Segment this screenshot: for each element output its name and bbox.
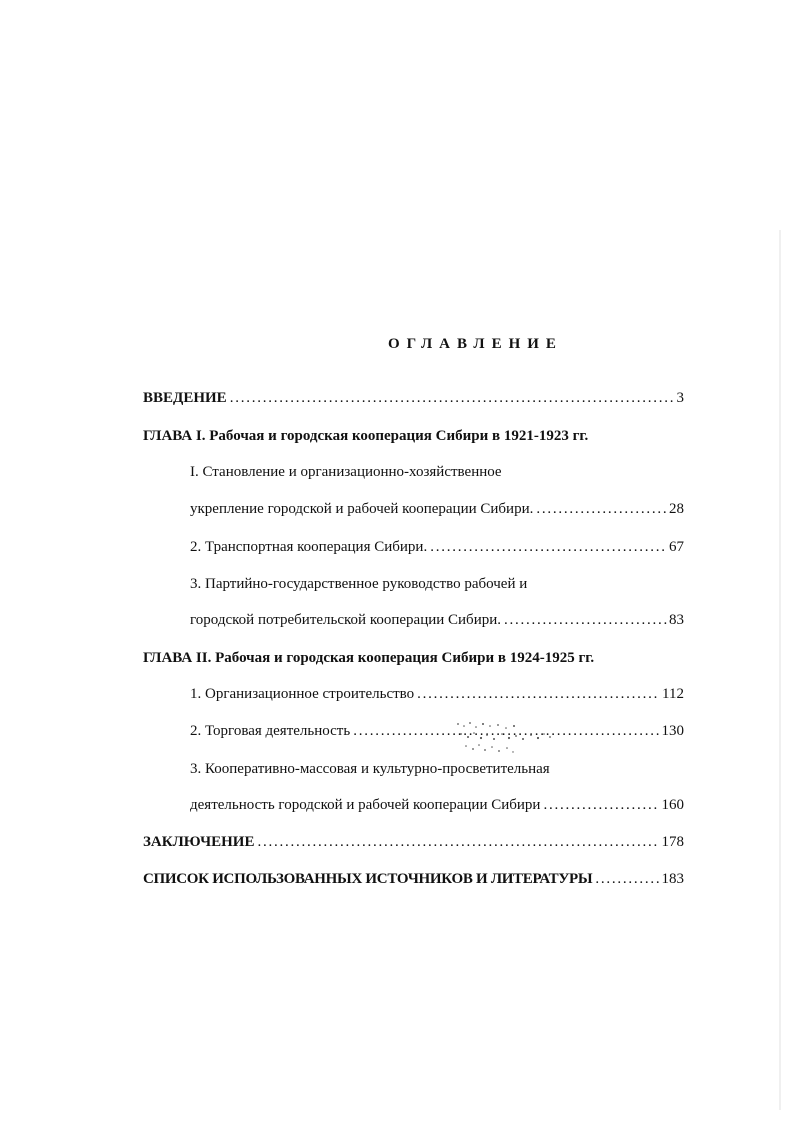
dot-leader [430, 539, 667, 556]
toc-entry-title: ГЛАВА II. Рабочая и городская кооперация Сибири в 1924-1925 гг. [143, 650, 595, 666]
toc-entry-page: 183 [661, 871, 684, 887]
scan-smudge [452, 720, 557, 756]
toc-entry-page: 28 [669, 501, 684, 517]
toc-section-1-3-line1 [190, 576, 527, 596]
toc-entry-title: 2. Торговая деятельность [190, 723, 351, 739]
toc-chapter-1 [143, 428, 588, 448]
dot-leader [536, 501, 667, 518]
toc-entry-bibliography [143, 871, 684, 891]
toc-entry-title: ЗАКЛЮЧЕНИЕ [143, 834, 255, 850]
toc-entry-page: 130 [661, 723, 684, 739]
toc-entry-title: укрепление городской и рабочей кооперации Сибири. [190, 501, 534, 517]
toc-entry-title: 3. Партийно-государственное руководство рабочей и [190, 576, 528, 592]
toc-entry-title: городской потребительской кооперации Сибири. [190, 612, 501, 628]
toc-section-1-1-line2 [190, 501, 684, 521]
toc-entry-page: 67 [669, 539, 684, 555]
toc-entry-title: 3. Кооперативно-массовая и культурно-просветительная [190, 761, 550, 777]
toc-entry-title: ГЛАВА I. Рабочая и городская кооперация Сибири в 1921-1923 гг. [143, 428, 589, 444]
toc-entry-page: 112 [662, 686, 684, 702]
toc-entry-page: 178 [661, 834, 684, 850]
dot-leader [504, 612, 667, 629]
toc-entry-conclusion [143, 834, 684, 854]
toc-section-1-2 [190, 539, 684, 559]
toc-section-1-1-line1 [190, 464, 502, 484]
toc-section-2-1 [190, 686, 684, 706]
toc-heading: ОГЛАВЛЕНИЕ [388, 336, 563, 352]
toc-entry-introduction [143, 390, 684, 410]
toc-entry-page: 160 [661, 797, 684, 813]
toc-chapter-2 [143, 650, 594, 670]
toc-section-2-3-line2 [190, 797, 684, 817]
dot-leader [543, 797, 659, 814]
toc-entry-page: 3 [676, 390, 684, 406]
toc-entry-title: I. Становление и организационно-хозяйственное [190, 464, 502, 480]
toc-section-1-3-line2 [190, 612, 684, 632]
dot-leader [417, 686, 660, 703]
toc-entry-title: ВВЕДЕНИЕ [143, 390, 227, 406]
dot-leader [595, 871, 659, 888]
toc-entry-page: 83 [669, 612, 684, 628]
toc-entry-title: СПИСОК ИСПОЛЬЗОВАННЫХ ИСТОЧНИКОВ И ЛИТЕРАТУРЫ [143, 871, 593, 887]
toc-entry-title: 2. Транспортная кооперация Сибири. [190, 539, 428, 555]
toc-entry-title: деятельность городской и рабочей кооперации Сибири [190, 797, 541, 813]
dot-leader [257, 834, 659, 851]
toc-entry-title: 1. Организационное строительство [190, 686, 415, 702]
toc-section-2-2 [190, 723, 684, 743]
dot-leader [230, 390, 675, 407]
scan-edge-line [779, 230, 781, 1110]
toc-section-2-3-line1 [190, 761, 550, 781]
